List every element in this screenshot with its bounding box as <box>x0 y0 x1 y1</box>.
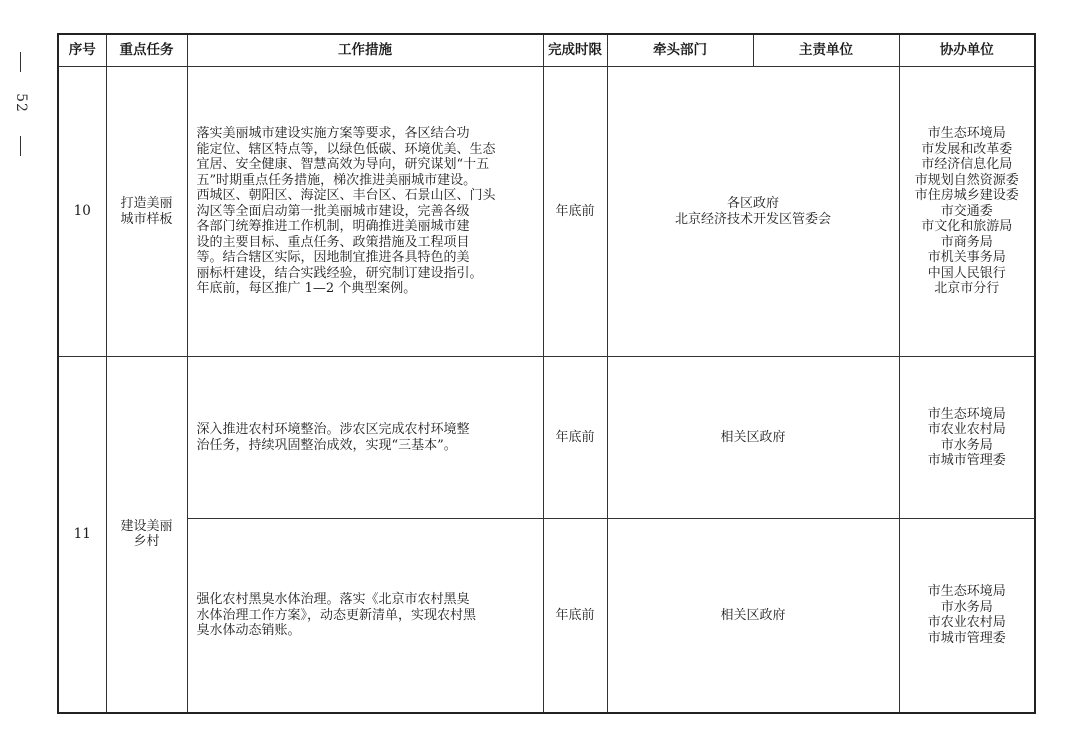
assist-line: 市城市管理委 <box>927 630 1006 646</box>
measure-line: 设的主要目标、重点任务、政策措施及工程项目 <box>196 234 470 250</box>
row-lead-units <box>607 519 899 713</box>
lead-line: 相关区政府 <box>720 607 786 623</box>
measure-line: 强化农村黑臭水体治理。落实《北京市农村黑臭 <box>196 592 470 607</box>
assist-line: 市生态环境局 <box>927 406 1006 422</box>
assist-line: 市机关事务局 <box>927 250 1006 266</box>
row-assist-units <box>899 67 1035 357</box>
assist-line: 市经济信息化局 <box>921 157 1013 173</box>
row-deadline: 年底前 <box>543 67 607 357</box>
assist-line: 市规划自然资源委 <box>914 172 1019 188</box>
task-line: 打造美丽 <box>120 196 173 211</box>
measure-line: 西城区、朝阳区、海淀区、丰台区、石景山区、门头 <box>196 188 496 204</box>
header-deadline: 完成时限 <box>543 34 607 67</box>
assist-line: 北京市分行 <box>934 281 1000 297</box>
row-measures <box>187 519 543 713</box>
row-deadline: 年底前 <box>543 357 607 519</box>
measure-line: 宜居、安全健康、智慧高效为导向，研究谋划“十五 <box>196 157 490 173</box>
lead-line: 北京经济技术开发区管委会 <box>674 211 831 227</box>
page-number-dash-top <box>20 52 21 72</box>
measure-line: 各部门统筹推进工作机制，明确推进美丽城市建 <box>196 219 470 235</box>
measure-line: 五”时期重点任务措施，梯次推进美丽城市建设。 <box>196 172 477 188</box>
header-assist-units: 协办单位 <box>899 34 1035 67</box>
row-lead-units <box>607 67 899 357</box>
assist-line: 市文化和旅游局 <box>921 219 1013 235</box>
page-number: 52 <box>13 93 29 113</box>
header-lead-dept: 牵头部门 <box>607 34 753 67</box>
task-table <box>57 33 1036 714</box>
row-measures <box>187 67 543 357</box>
row-seq: 11 <box>58 357 106 713</box>
lead-line: 相关区政府 <box>720 429 786 445</box>
assist-line: 市交通委 <box>940 203 993 219</box>
assist-line: 市水务局 <box>940 599 993 615</box>
measure-line: 深入推进农村环境整治。涉农区完成农村环境整 <box>196 422 470 437</box>
header-measures: 工作措施 <box>187 34 543 67</box>
header-responsible-unit: 主责单位 <box>753 34 899 67</box>
measure-line: 治任务，持续巩固整治成效，实现“三基本”。 <box>196 437 457 453</box>
assist-line: 市住房城乡建设委 <box>914 188 1019 204</box>
task-line: 乡村 <box>133 534 160 550</box>
row-assist-units <box>899 357 1035 519</box>
page-number-dash-bottom <box>20 136 21 156</box>
measure-line: 丽标杆建设，结合实践经验，研究制订建设指引。 <box>196 265 483 281</box>
measure-line: 水体治理工作方案》，动态更新清单，实现农村黑 <box>196 607 477 623</box>
header-seq: 序号 <box>58 34 106 67</box>
measure-line: 能定位、辖区特点等，以绿色低碳、环境优美、生态 <box>196 141 496 157</box>
assist-line: 市发展和改革委 <box>921 141 1013 157</box>
table-row <box>58 357 1035 519</box>
assist-line: 市城市管理委 <box>927 453 1006 468</box>
page-number-marker <box>10 52 32 156</box>
row-deadline: 年底前 <box>543 519 607 713</box>
table-header-row <box>58 34 1035 67</box>
row-assist-units <box>899 519 1035 713</box>
measure-line: 沟区等全面启动第一批美丽城市建设，完善各级 <box>196 203 470 219</box>
measure-line: 落实美丽城市建设实施方案等要求，各区结合功 <box>196 126 470 142</box>
row-lead-units <box>607 357 899 519</box>
lead-line: 各区政府 <box>726 196 779 211</box>
row-task <box>106 357 187 713</box>
assist-line: 市生态环境局 <box>927 584 1006 600</box>
row-seq: 10 <box>58 67 106 357</box>
assist-line: 市生态环境局 <box>927 126 1006 142</box>
assist-line: 中国人民银行 <box>927 265 1006 281</box>
measure-line: 等。结合辖区实际，因地制宜推进各具特色的美 <box>196 250 470 266</box>
task-line: 城市样板 <box>120 211 173 227</box>
task-line: 建设美丽 <box>120 518 173 534</box>
table-row <box>58 519 1035 713</box>
assist-line: 市农业农村局 <box>927 615 1006 631</box>
assist-line: 市水务局 <box>940 437 993 453</box>
measure-line: 臭水体动态销账。 <box>196 623 301 638</box>
row-measures <box>187 357 543 519</box>
assist-line: 市农业农村局 <box>927 422 1006 437</box>
header-task: 重点任务 <box>106 34 187 67</box>
row-task <box>106 67 187 357</box>
table-row <box>58 67 1035 357</box>
assist-line: 市商务局 <box>940 234 993 250</box>
measure-line: 年底前，每区推广 1—2 个典型案例。 <box>196 281 417 297</box>
